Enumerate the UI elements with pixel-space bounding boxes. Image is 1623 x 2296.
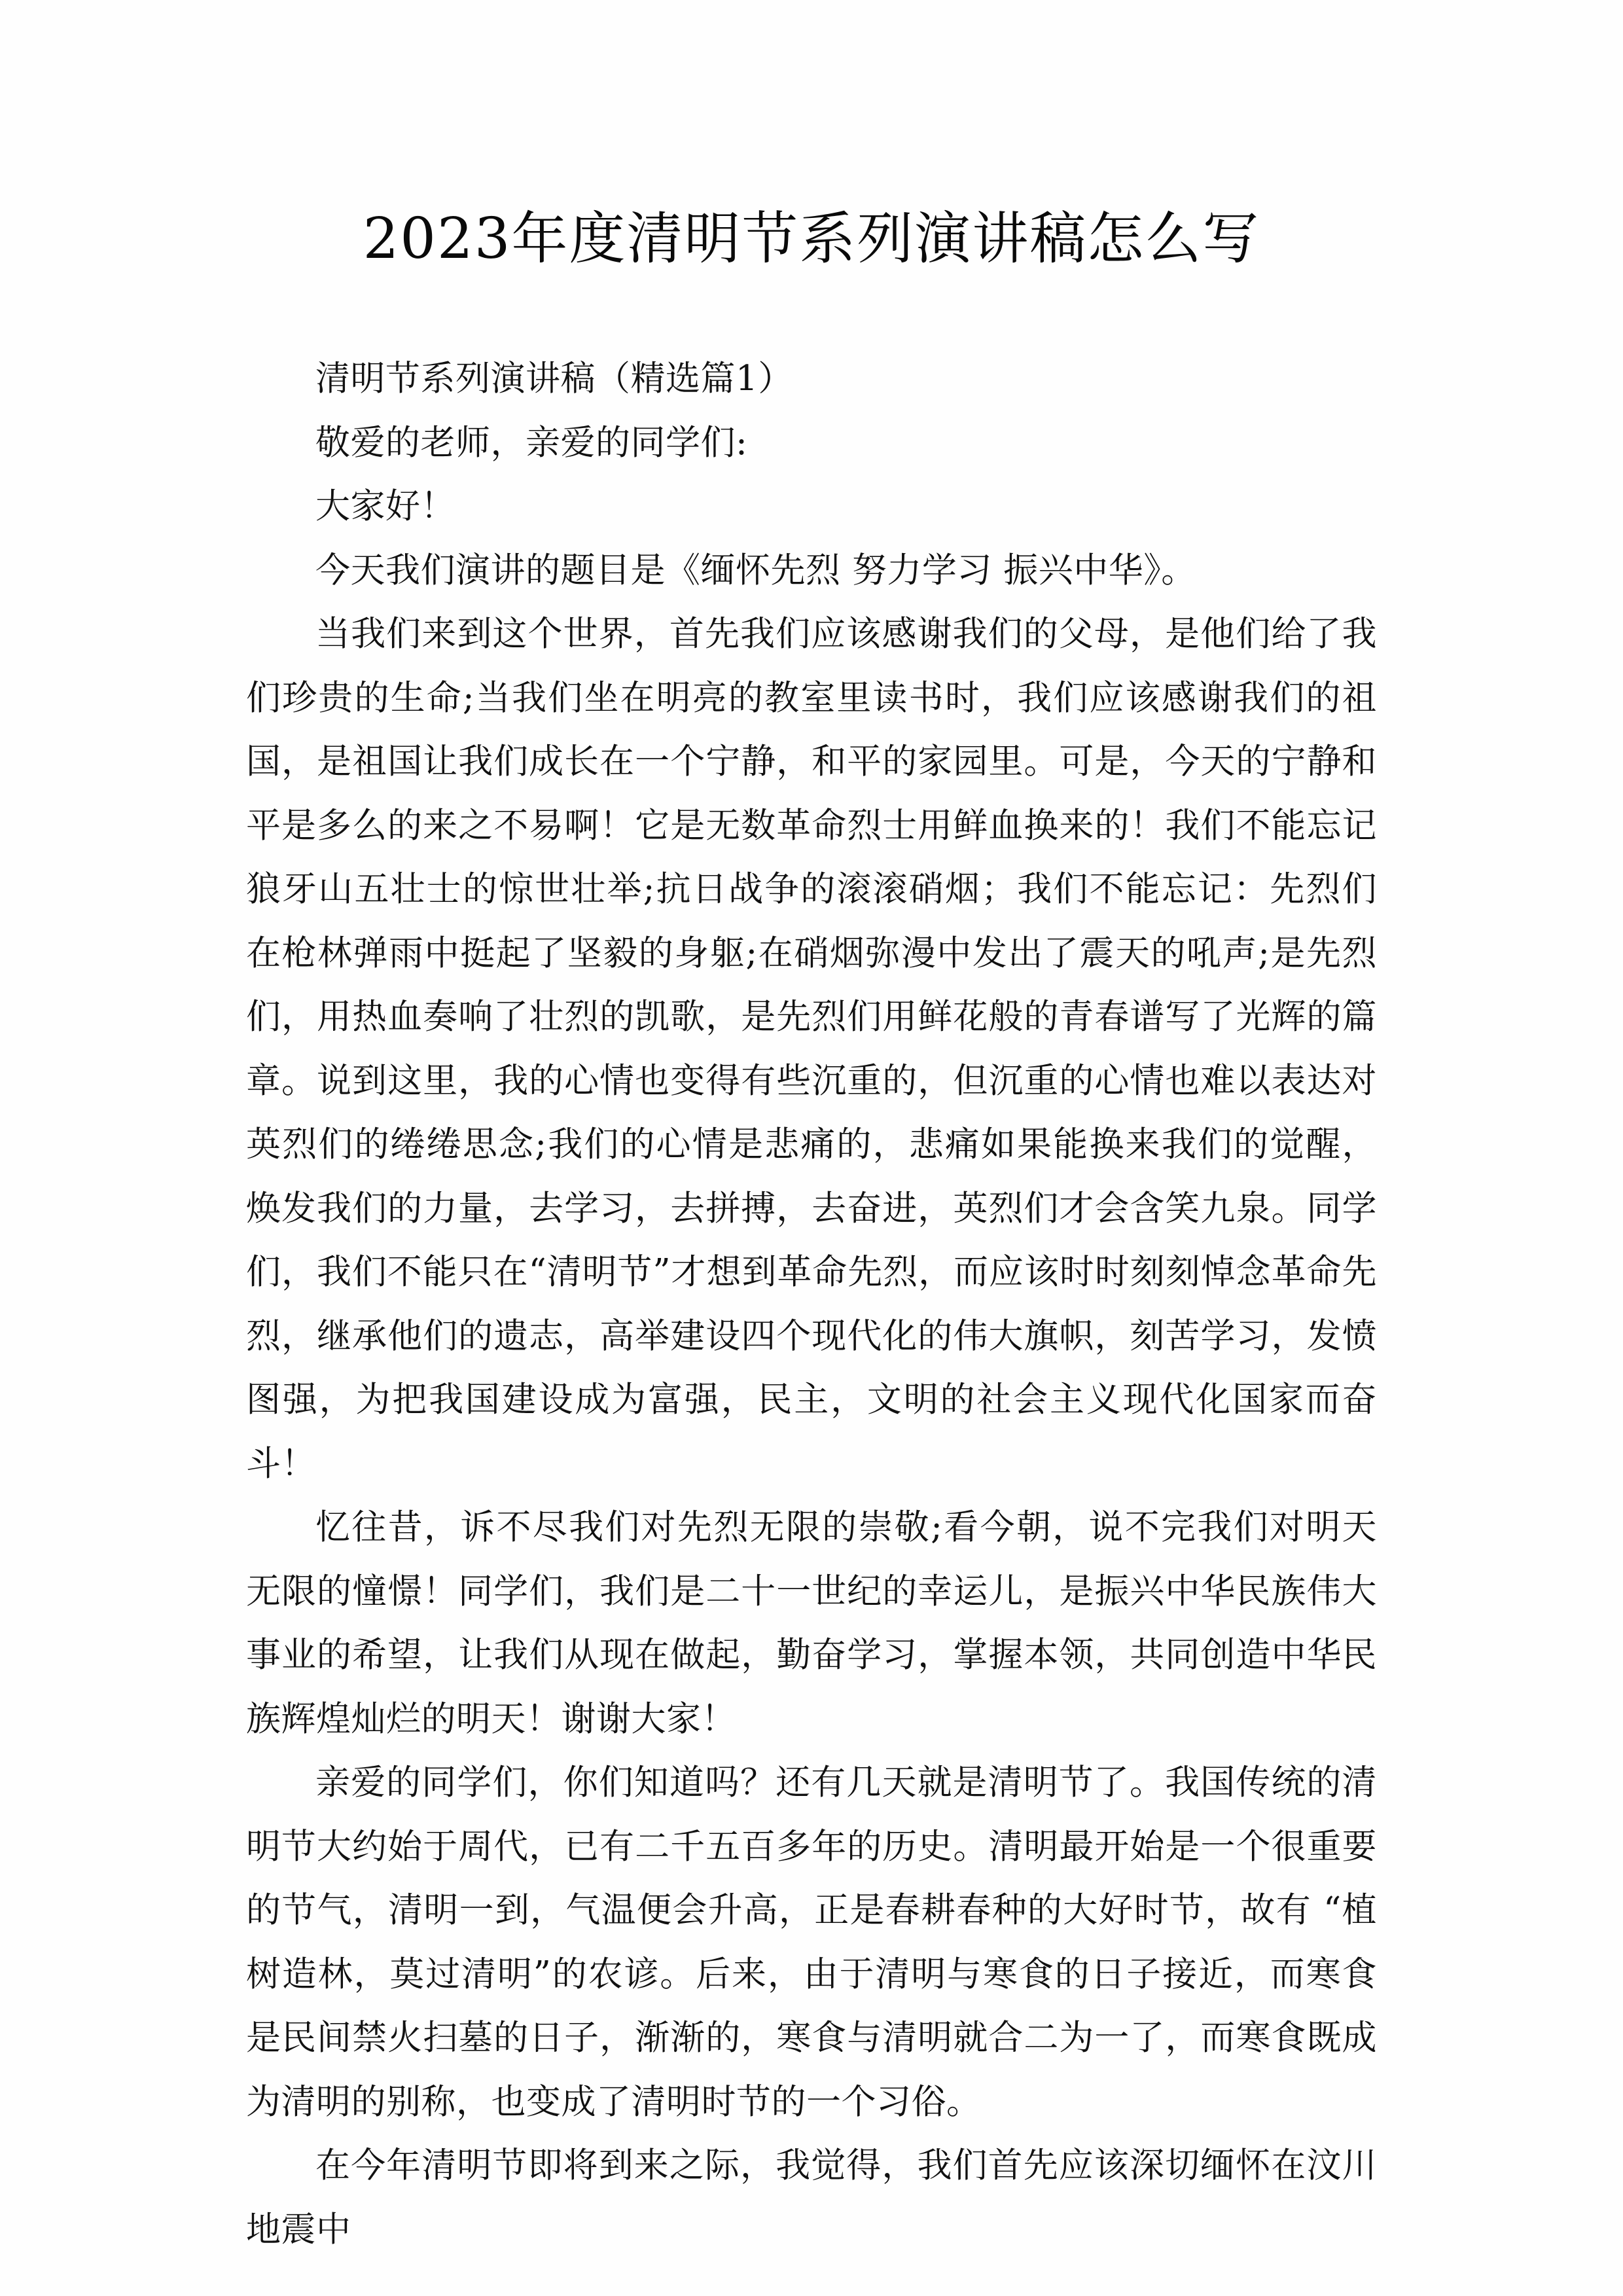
body-paragraph: 当我们来到这个世界，首先我们应该感谢我们的父母，是他们给了我们珍贵的生命;当我们坐在明亮的教室里读书时，我们应该感谢我们的祖国，是祖国让我们成长在一个宁静，和平的家园里。可是，今天的宁静和平是多么的来之不易啊！它是无数革命烈士用鲜血换来的！我们不能忘记狼牙山五壮士的惊世壮举;抗日战争的滚滚硝烟；我们不能忘记：先烈们在枪林弹雨中挺起了坚毅的身躯;在硝烟弥漫中发出了震天的吼声;是先烈们，用热血奏响了壮烈的凯歌，是先烈们用鲜花般的青春谱写了光辉的篇章。说到这里，我的心情也变得有些沉重的，但沉重的心情也难以表达对英烈们的绻绻思念;我们的心情是悲痛的，悲痛如果能换来我们的觉醒，焕发我们的力量，去学习，去拼搏，去奋进，英烈们才会含笑九泉。同学们，我们不能只在“清明节”才想到革命先烈，而应该时时刻刻悼念革命先烈，继承他们的遗志，高举建设四个现代化的伟大旗帜，刻苦学习，发愤图强，为把我国建设成为富强，民主，文明的社会主义现代化国家而奋斗！ [246,614,1377,1484]
body-paragraph: 在今年清明节即将到来之际，我觉得，我们首先应该深切缅怀在汶川地震中 [246,2145,1377,2250]
greeting: 大家好！ [315,486,455,526]
document-title: 2023年度清明节系列演讲稿怎么写 [363,206,1260,272]
salutation: 敬爱的老师，亲爱的同学们: [315,422,748,463]
body-paragraph: 忆往昔，诉不尽我们对先烈无限的崇敬;看今朝，说不完我们对明天无限的憧憬！同学们，我们是二十一世纪的幸运儿，是振兴中华民族伟大事业的希望，让我们从现在做起，勤奋学习，掌握本领，共同创造中华民族辉煌灿烂的明天！谢谢大家！ [246,1507,1377,1739]
document-body [246,347,1377,2261]
body-paragraph: 亲爱的同学们，你们知道吗？还有几天就是清明节了。我国传统的清明节大约始于周代，已有二千五百多年的历史。清明最开始是一个很重要的节气，清明一到，气温便会升高，正是春耕春种的大好时节，故有 “植树造林，莫过清明”的农谚。后来，由于清明与寒食的日子接近，而寒食是民间禁火扫墓的日子，渐渐的，寒食与清明就合二为一了，而寒食既成为清明的别称，也变成了清明时节的一个习俗。 [246,1763,1377,2122]
section-heading: 清明节系列演讲稿（精选篇1） [315,359,793,399]
speech-topic: 今天我们演讲的题目是《缅怀先烈 努力学习 振兴中华》。 [315,550,1196,590]
